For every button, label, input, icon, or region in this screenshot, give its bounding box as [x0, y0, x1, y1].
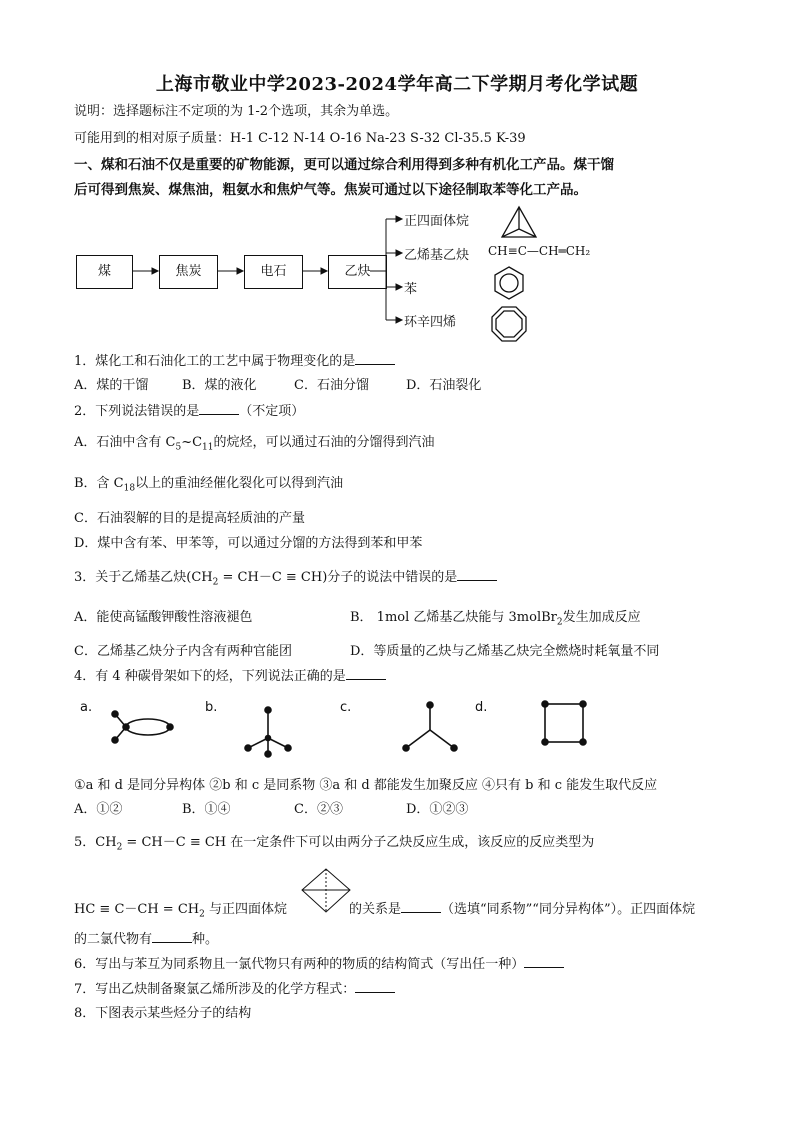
- q4-options: [74, 801, 468, 819]
- q4-stem: 4．有 4 种碳骨架如下的烃，下列说法正确的是: [74, 667, 386, 686]
- answer-blank[interactable]: [355, 352, 395, 365]
- q4-option-b[interactable]: B．①④: [182, 802, 231, 817]
- q7-stem: 7．写出乙炔制备聚氯乙烯所涉及的化学方程式：: [74, 980, 395, 999]
- product-cyclooctatetraene: 环辛四烯: [404, 315, 457, 330]
- skeleton-d: [542, 701, 586, 745]
- q5-line3: 的二氯代物有 种。: [74, 932, 219, 947]
- skeleton-label-a: a.: [80, 700, 93, 715]
- vinylacetylene-formula: CH≡C—CH═CH₂: [488, 244, 591, 258]
- q4-option-c[interactable]: C．②③: [294, 802, 343, 817]
- q5-line2: HC ≡ $C-CH = CH_2$ 与正四面体烷 的关系是 （选填“同系物”“同分异构体”）。正四面体烷: [74, 902, 696, 920]
- benzene-structure: [495, 267, 523, 299]
- answer-blank[interactable]: [355, 980, 395, 993]
- q2-option-d[interactable]: D．煤中含有苯、甲苯等，可以通过分馏的方法得到苯和甲苯: [74, 536, 423, 551]
- coke-flow-diagram: [74, 205, 634, 345]
- answer-blank[interactable]: [401, 900, 441, 913]
- q1-stem: 1．煤化工和石油化工的工艺中属于物理变化的是: [74, 352, 395, 371]
- q8-stem: 8．下图表示某些烃分子的结构: [74, 1006, 252, 1021]
- q3-option-d[interactable]: D．等质量的乙炔与乙烯基乙炔完全燃烧时耗氧量不同: [350, 644, 660, 659]
- instructions-note: 说明：选择题标注不定项的为 1-2个选项，其余为单选。: [74, 104, 399, 119]
- product-vinylacetylene: 乙烯基乙炔: [404, 248, 470, 263]
- flow-box-coal: 煤: [76, 255, 133, 289]
- flow-box-coke: 焦炭: [159, 255, 218, 289]
- q3-options-row2: [74, 643, 659, 661]
- q2-option-c[interactable]: C．石油裂解的目的是提高轻质油的产量: [74, 511, 305, 526]
- answer-blank[interactable]: [199, 402, 239, 415]
- cyclooctatetraene-structure: [492, 307, 526, 341]
- q3-options-row1: [74, 609, 641, 632]
- skeleton-label-d: d.: [475, 700, 488, 715]
- q1-option-c[interactable]: C．石油分馏: [294, 378, 369, 393]
- q3-stem: 3．关于乙烯基乙炔$(CH_2 = CH-C \equiv CH)$分子的说法中错误的是: [74, 568, 497, 592]
- q5-line1: 5．$CH_2 = CH-C$ ≡ CH 在一定条件下可以由两分子乙炔反应生成，该反应的反应类型为: [74, 835, 595, 853]
- q3-option-a[interactable]: A．能使高锰酸钾酸性溶液褪色: [74, 610, 253, 625]
- answer-blank[interactable]: [152, 930, 192, 943]
- section1-intro-line1: 一、煤和石油不仅是重要的矿物能源，更可以通过综合利用得到多种有机化工产品。煤干馏: [74, 157, 614, 173]
- answer-blank[interactable]: [524, 955, 564, 968]
- q1-option-b[interactable]: B．煤的液化: [182, 378, 257, 393]
- skeleton-c: [403, 702, 457, 751]
- skeleton-a: [112, 711, 173, 743]
- q2-option-b[interactable]: B．含 $C_{18}$以上的重油经催化裂化可以得到汽油: [74, 476, 344, 494]
- q3-option-c[interactable]: C．乙烯基乙炔分子内含有两种官能团: [74, 644, 292, 659]
- q6-stem: 6．写出与苯互为同系物且一氯代物只有两种的物质的结构简式（写出任一种）: [74, 955, 564, 974]
- flow-arrows: [74, 205, 634, 345]
- q2-option-a[interactable]: A．石油中含有 $C_5\sim C_{11}$的烷烃，可以通过石油的分馏得到汽油: [74, 435, 435, 453]
- q1-options: [74, 377, 481, 395]
- q4-option-a[interactable]: A．①②: [74, 802, 123, 817]
- atomic-masses: 可能用到的相对原子质量：H-1 C-12 N-14 O-16 Na-23 S-32 Cl-35.5 K-39: [74, 131, 526, 146]
- answer-blank[interactable]: [457, 568, 497, 581]
- product-benzene: 苯: [404, 282, 418, 297]
- page-title: 上海市敬业中学2023-2024学年高二下学期月考化学试题: [155, 74, 639, 95]
- section1-intro-line2: 后可得到焦炭、煤焦油，粗氨水和焦炉气等。焦炭可通过以下途径制取苯等化工产品。: [74, 182, 587, 198]
- flow-box-acetylene: 乙炔: [328, 255, 387, 289]
- flow-box-calcium-carbide: 电石: [244, 255, 303, 289]
- tetrahedrane-structure: [502, 207, 536, 237]
- q4-statements: ①a 和 d 是同分异构体 ②b 和 c 是同系物 ③a 和 d 都能发生加聚反应 ④只有 b 和 c 能发生取代反应: [74, 778, 658, 793]
- q1-option-a[interactable]: A．煤的干馏: [74, 378, 149, 393]
- skeleton-label-c: c.: [340, 700, 352, 715]
- q3-option-b[interactable]: B． 1mol 乙烯基乙炔能与 3molBr$_2$发生加成反应: [350, 610, 641, 628]
- carbon-skeletons: [0, 690, 794, 770]
- q2-stem: 2．下列说法错误的是 （不定项）: [74, 404, 305, 419]
- skeleton-b: [245, 707, 291, 757]
- answer-blank[interactable]: [346, 667, 386, 680]
- product-tetrahedrane: 正四面体烷: [404, 214, 470, 229]
- q4-option-d[interactable]: D．①②③: [406, 802, 469, 817]
- skeleton-label-b: b.: [205, 700, 218, 715]
- q1-option-d[interactable]: D．石油裂化: [406, 378, 482, 393]
